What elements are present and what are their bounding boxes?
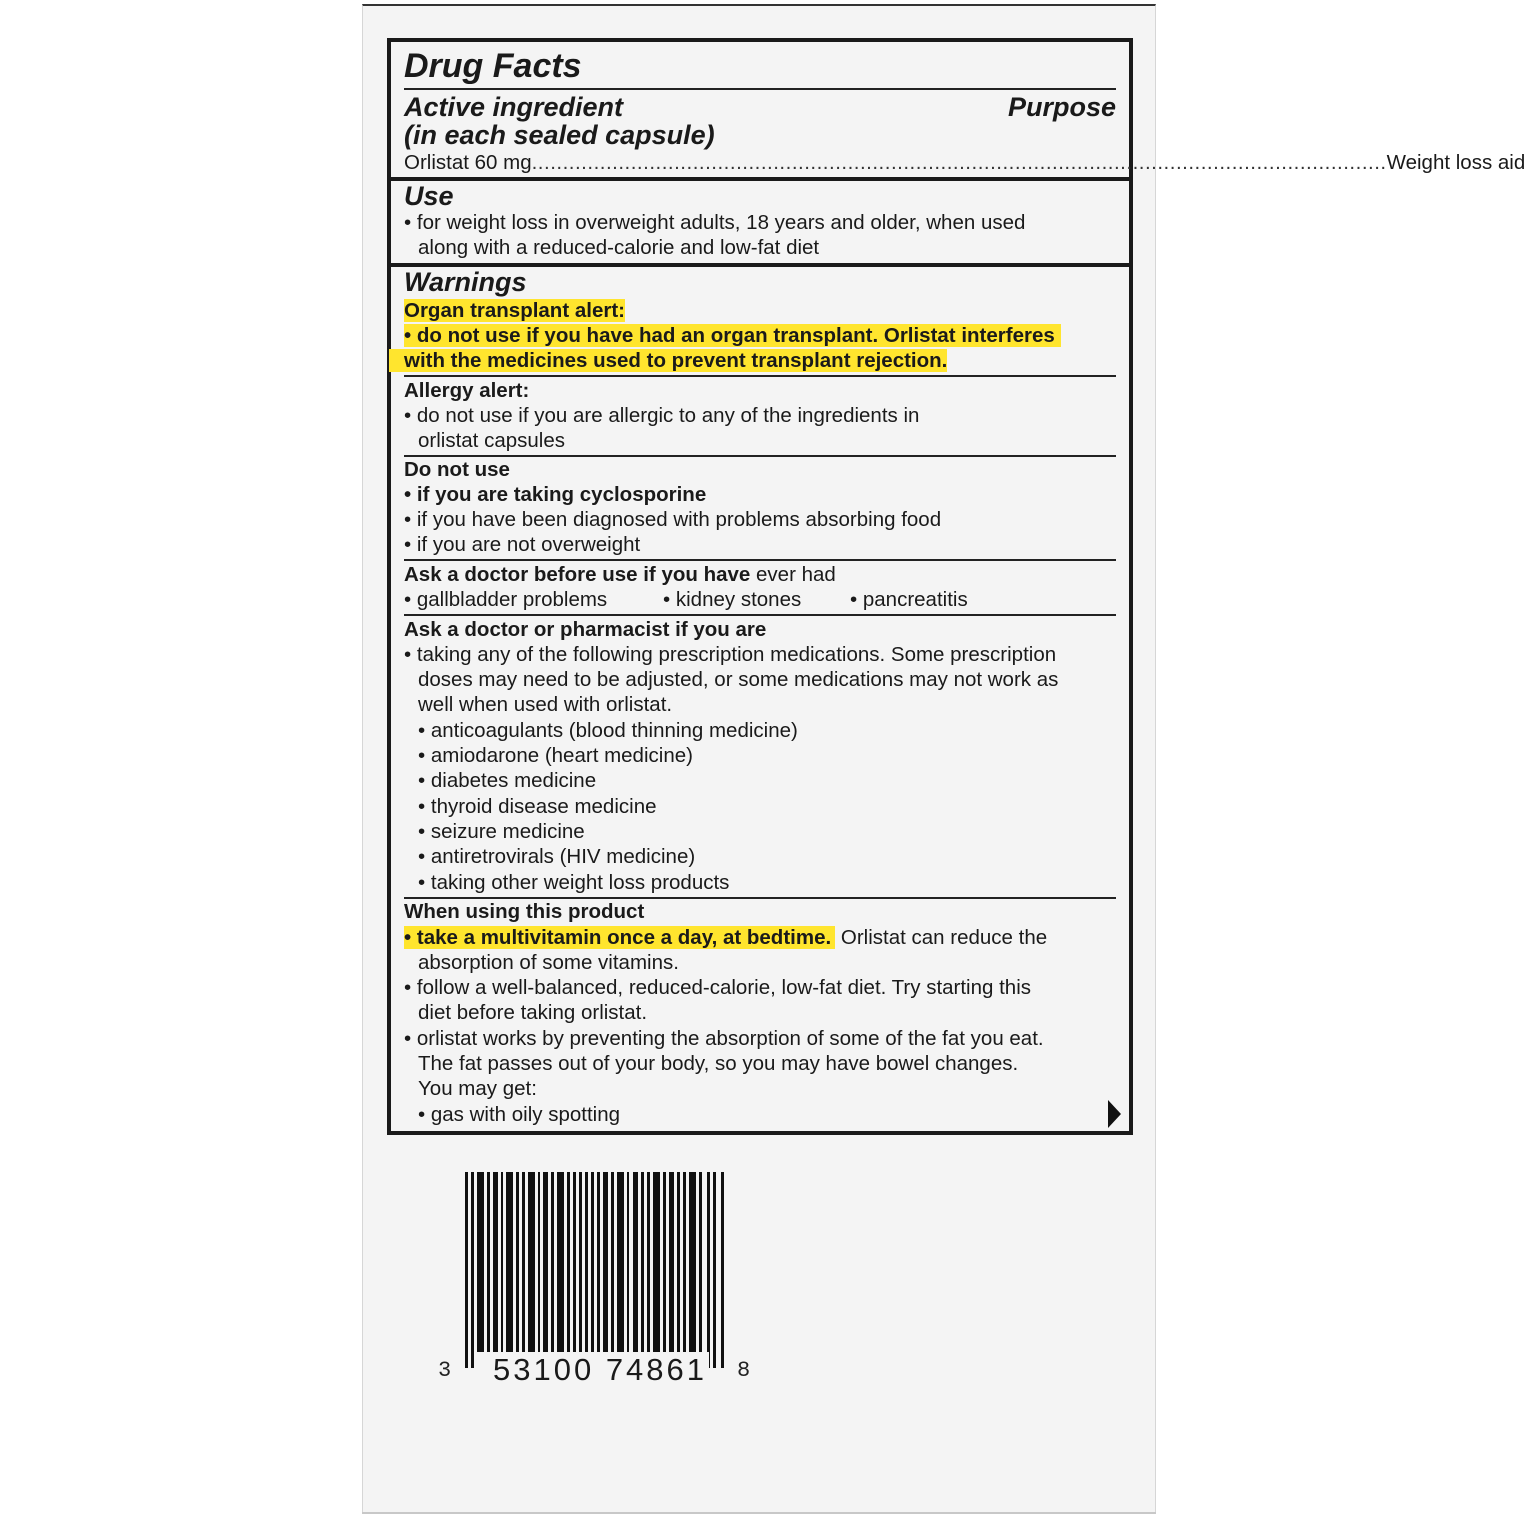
ask-pharmacist-heading: Ask a doctor or pharmacist if you are — [404, 618, 767, 641]
use-section — [404, 182, 1116, 266]
warnings-heading: Warnings — [404, 267, 527, 297]
ingredient-row — [404, 150, 1525, 175]
do-not-use-item-3: • if you are not overweight — [404, 533, 641, 556]
when-using-line-7: You may get: — [418, 1077, 537, 1100]
use-line-1: • for weight loss in overweight adults, 18 years and older, when used — [404, 211, 1026, 234]
ask-doctor-item-3: • pancreatitis — [850, 588, 968, 611]
medication-item: • anticoagulants (blood thinning medicine) — [418, 719, 798, 742]
title-divider — [404, 88, 1116, 90]
continued-arrow-icon — [1108, 1100, 1121, 1128]
barcode-main-digits: 53100 74861 — [493, 1352, 708, 1387]
divider-ask-pharmacist — [404, 614, 1116, 616]
leader-dots: .......................................................................................................................................... — [531, 151, 1387, 174]
allergy-alert-line-1: • do not use if you are allergic to any of the ingredients in — [404, 404, 920, 427]
barcode-left-digit: 3 — [438, 1358, 452, 1383]
medication-item: • diabetes medicine — [418, 769, 597, 792]
when-using-line-3: • follow a well-balanced, reduced-calorie, low-fat diet. Try starting this — [404, 976, 1032, 999]
barcode-right-digit: 8 — [737, 1358, 751, 1383]
active-ingredient-section — [404, 92, 1525, 179]
active-ingredient-subheading: (in each sealed capsule) — [404, 120, 715, 150]
barcode — [463, 1172, 729, 1368]
ask-pharmacist-line-1: • taking any of the following prescription medications. Some prescription — [404, 643, 1057, 666]
divider-ask-doctor — [404, 559, 1116, 561]
when-using-line-8: • gas with oily spotting — [418, 1103, 621, 1126]
medication-item: • antiretrovirals (HIV medicine) — [418, 845, 696, 868]
medication-item: • seizure medicine — [418, 820, 585, 843]
ingredient-purpose: Weight loss aid — [1386, 151, 1525, 174]
ask-doctor-heading: Ask a doctor before use if you have ever had — [404, 563, 836, 586]
when-using-heading: When using this product — [404, 900, 645, 923]
ask-pharmacist-line-2: doses may need to be adjusted, or some medications may not work as — [418, 668, 1059, 691]
drug-facts-title: Drug Facts — [404, 47, 582, 85]
ingredient-name: Orlistat 60 mg — [404, 151, 532, 174]
do-not-use-item-1: • if you are taking cyclosporine — [404, 483, 707, 506]
use-heading: Use — [404, 181, 454, 211]
divider-allergy — [404, 375, 1116, 377]
when-using-line-6: The fat passes out of your body, so you may have bowel changes. — [418, 1052, 1019, 1075]
ask-doctor-item-2: • kidney stones — [663, 588, 802, 611]
do-not-use-heading: Do not use — [404, 458, 510, 481]
ask-doctor-item-1: • gallbladder problems — [404, 588, 608, 611]
divider-do-not-use — [404, 455, 1116, 457]
section-bar-use — [391, 177, 1129, 181]
organ-alert-line-2: with the medicines used to prevent transplant rejection. — [404, 348, 947, 373]
when-using-line-1: • take a multivitamin once a day, at bedtime. Orlistat can reduce the — [404, 926, 1048, 949]
package-bottom-edge — [362, 1512, 1156, 1514]
purpose-heading: Purpose — [1007, 92, 1116, 122]
use-line-2: along with a reduced-calorie and low-fat diet — [418, 236, 820, 259]
ask-pharmacist-line-3: well when used with orlistat. — [418, 693, 673, 716]
allergy-alert-line-2: orlistat capsules — [418, 429, 565, 452]
allergy-alert-heading: Allergy alert: — [404, 379, 530, 402]
when-using-line-2: absorption of some vitamins. — [418, 951, 679, 974]
organ-alert-heading: Organ transplant alert: — [404, 299, 625, 322]
medication-item: • thyroid disease medicine — [418, 795, 657, 818]
medication-item: • taking other weight loss products — [418, 871, 730, 894]
when-using-line-4: diet before taking orlistat. — [418, 1001, 648, 1024]
when-using-line-5: • orlistat works by preventing the absorption of some of the fat you eat. — [404, 1027, 1044, 1050]
do-not-use-item-2: • if you have been diagnosed with problems absorbing food — [404, 508, 942, 531]
active-ingredient-heading: Active ingredient — [404, 92, 624, 122]
medication-item: • amiodarone (heart medicine) — [418, 744, 693, 767]
drug-facts-panel — [387, 38, 1525, 1135]
organ-alert-line-1: • do not use if you have had an organ transplant. Orlistat interferes — [404, 323, 1061, 348]
barcode-bars — [463, 1172, 729, 1368]
